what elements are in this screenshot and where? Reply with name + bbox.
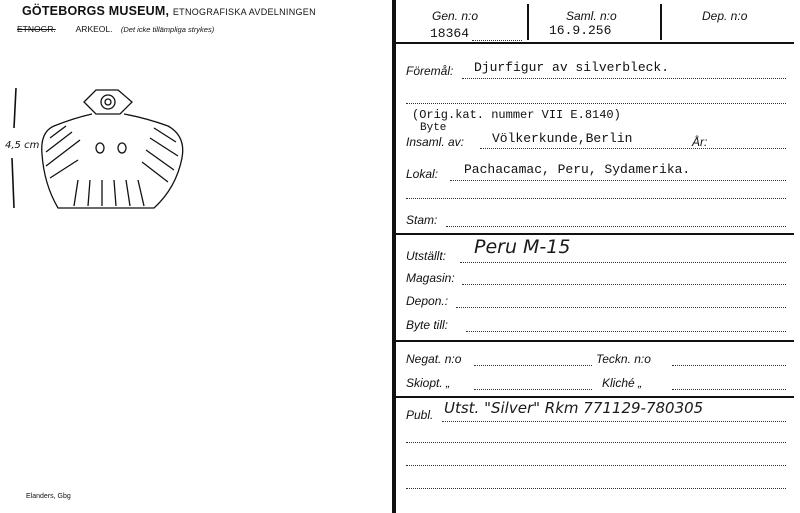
dotted-line [472, 40, 522, 41]
publ-label: Publ. [406, 408, 434, 422]
dotted-line [460, 262, 786, 263]
gen-label: Gen. n:o [432, 9, 479, 23]
dotted-line [474, 389, 592, 390]
dotted-line [406, 198, 786, 199]
saml-label: Saml. n:o [566, 9, 617, 23]
divider [396, 396, 794, 398]
dotted-line [406, 442, 786, 443]
insaml-label: Insaml. av: [406, 135, 465, 149]
dotted-line [466, 331, 786, 332]
gen-value: 18364 [430, 26, 470, 41]
kliche-label: Kliché „ [602, 376, 643, 390]
dotted-line [446, 226, 786, 227]
saml-value: 16.9.256 [549, 23, 612, 38]
teckn-label: Teckn. n:o [596, 352, 651, 366]
dotted-line [462, 78, 786, 79]
section-line [17, 24, 214, 34]
foremal-label: Föremål: [406, 64, 454, 78]
dotted-line [406, 465, 786, 466]
measure-label: 4,5 cm [5, 140, 40, 151]
museum-header [22, 4, 316, 18]
byte-note: Byte [420, 122, 447, 134]
dotted-line [474, 365, 592, 366]
stam-label: Stam: [406, 213, 438, 227]
printer-imprint: Elanders, Gbg [26, 493, 71, 500]
ar-label: År: [692, 135, 708, 149]
foremal-value: Djurfigur av silverbleck. [474, 60, 670, 75]
lokal-label: Lokal: [406, 167, 439, 181]
card-left-border [392, 0, 396, 513]
measure-line-bottom [12, 158, 14, 208]
object-sketch [0, 80, 220, 230]
dotted-line [672, 365, 786, 366]
lokal-value: Pachacamac, Peru, Sydamerika. [464, 162, 691, 177]
orig-catalog-line: (Orig.kat. nummer VII E.8140) [412, 108, 621, 122]
skiopt-label: Skiopt. „ [406, 376, 451, 390]
dotted-line [450, 180, 786, 181]
dotted-line [406, 103, 786, 104]
divider [396, 42, 794, 44]
utstallt-label: Utställt: [406, 249, 447, 263]
magasin-label: Magasin: [406, 271, 455, 285]
insaml-value: Völkerkunde,Berlin [492, 131, 633, 146]
section-note: (Det icke tillämpliga strykes) [120, 25, 215, 34]
dotted-line [406, 488, 786, 489]
dotted-line [456, 307, 786, 308]
section-arkeol: ARKEOL. [75, 24, 113, 34]
department-name: ETNOGRAFISKA AVDELNINGEN [172, 7, 316, 17]
measure-line-top [14, 88, 16, 128]
dotted-line [442, 421, 786, 422]
byte-till-label: Byte till: [406, 318, 449, 332]
publ-value: Utst. "Silver" Rkm 771129-780305 [444, 399, 704, 417]
dep-label: Dep. n:o [702, 9, 748, 23]
section-struck: ETNOGR. [17, 24, 56, 34]
dotted-line [480, 148, 786, 149]
dotted-line [462, 284, 786, 285]
divider [396, 340, 794, 342]
column-separator [660, 4, 662, 40]
animal-figure [42, 90, 183, 208]
depon-label: Depon.: [406, 294, 449, 308]
museum-name: GÖTEBORGS MUSEUM, [22, 4, 170, 18]
dotted-line [672, 389, 786, 390]
negat-label: Negat. n:o [406, 352, 462, 366]
column-separator [527, 4, 529, 40]
utstallt-value: Peru M-15 [474, 236, 571, 258]
divider [396, 233, 794, 235]
